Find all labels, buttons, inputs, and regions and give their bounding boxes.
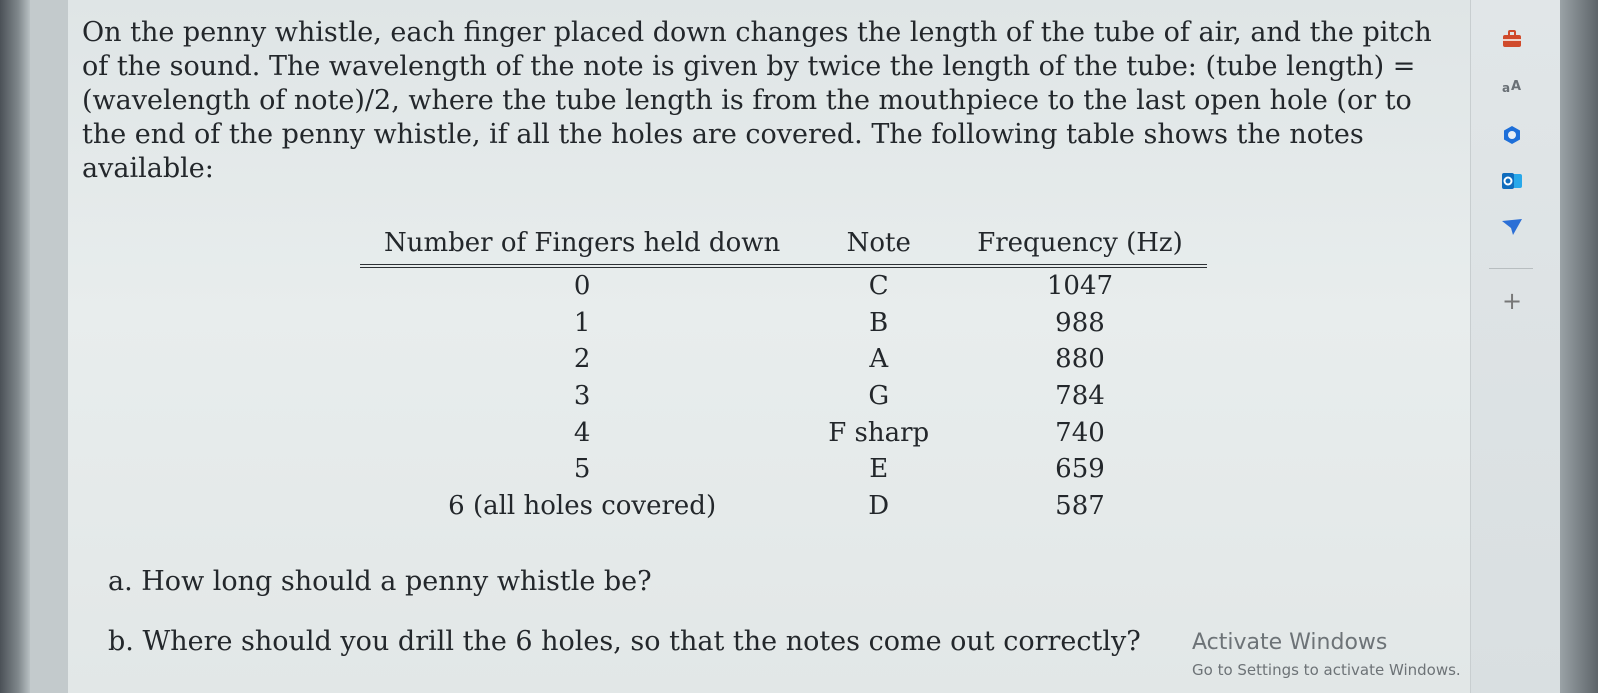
cell-fingers: 1 xyxy=(573,307,591,338)
monitor-bezel-left xyxy=(0,0,30,693)
svg-text:a: a xyxy=(1502,81,1511,95)
cell-fingers: 6 (all holes covered) xyxy=(448,490,717,521)
monitor-bezel-right xyxy=(1560,0,1598,693)
header-note: Note xyxy=(804,228,953,266)
problem-statement: On the penny whistle, each finger placed down changes the length of the tube of air, and the pitch of the sound. The wavelength of the note is given by twice the length of the tube: (tube length) = (wavelength of note)/2, where the tube length is from the mouthpiece to the last open hole (or to the end of the penny whistle, if all the holes are covered. The following table shows the notes available: xyxy=(82,17,1432,184)
cell-note: C xyxy=(868,271,889,302)
table-row xyxy=(360,305,1207,342)
document-page xyxy=(68,0,1470,693)
copilot-icon[interactable] xyxy=(1501,124,1523,146)
cell-fingers: 4 xyxy=(573,417,591,448)
cell-note: E xyxy=(869,454,889,485)
cell-note: B xyxy=(869,307,889,338)
cell-fingers: 2 xyxy=(573,344,591,375)
table-row xyxy=(360,451,1207,488)
cell-note: G xyxy=(868,381,890,412)
send-icon[interactable] xyxy=(1501,216,1523,238)
cell-frequency: 880 xyxy=(1055,344,1105,375)
question-b: b. Where should you drill the 6 holes, so that the notes come out correctly? xyxy=(108,626,1141,657)
table-row xyxy=(360,414,1207,451)
header-frequency: Frequency (Hz) xyxy=(953,228,1207,266)
watermark-title: Activate Windows xyxy=(1192,630,1388,655)
briefcase-icon[interactable] xyxy=(1501,28,1523,50)
cell-frequency: 587 xyxy=(1055,490,1105,521)
outlook-icon[interactable] xyxy=(1501,170,1523,192)
translate-icon[interactable] xyxy=(1501,76,1523,98)
table-row xyxy=(360,488,1207,525)
plus-icon[interactable]: + xyxy=(1501,287,1523,315)
cell-frequency: 988 xyxy=(1055,307,1105,338)
cell-frequency: 740 xyxy=(1055,417,1105,448)
svg-text:A: A xyxy=(1511,79,1522,94)
question-a: a. How long should a penny whistle be? xyxy=(108,566,652,597)
table-row xyxy=(360,266,1207,305)
cell-note: D xyxy=(868,490,890,521)
table-row xyxy=(360,341,1207,378)
cell-frequency: 659 xyxy=(1055,454,1105,485)
cell-frequency: 1047 xyxy=(1046,271,1114,302)
cell-frequency: 784 xyxy=(1055,381,1105,412)
cell-fingers: 5 xyxy=(573,454,591,485)
cell-fingers: 3 xyxy=(573,381,591,412)
cell-note: F sharp xyxy=(828,417,930,448)
header-fingers: Number of Fingers held down xyxy=(360,228,804,266)
table-header-row xyxy=(360,228,1207,266)
notes-table xyxy=(360,228,1207,524)
activate-windows-watermark xyxy=(1192,630,1461,679)
watermark-subtitle: Go to Settings to activate Windows. xyxy=(1192,661,1461,679)
table-row xyxy=(360,378,1207,415)
cell-fingers: 0 xyxy=(573,271,591,302)
sidebar-divider xyxy=(1489,268,1533,269)
cell-note: A xyxy=(869,344,889,375)
document-gutter xyxy=(30,0,68,693)
